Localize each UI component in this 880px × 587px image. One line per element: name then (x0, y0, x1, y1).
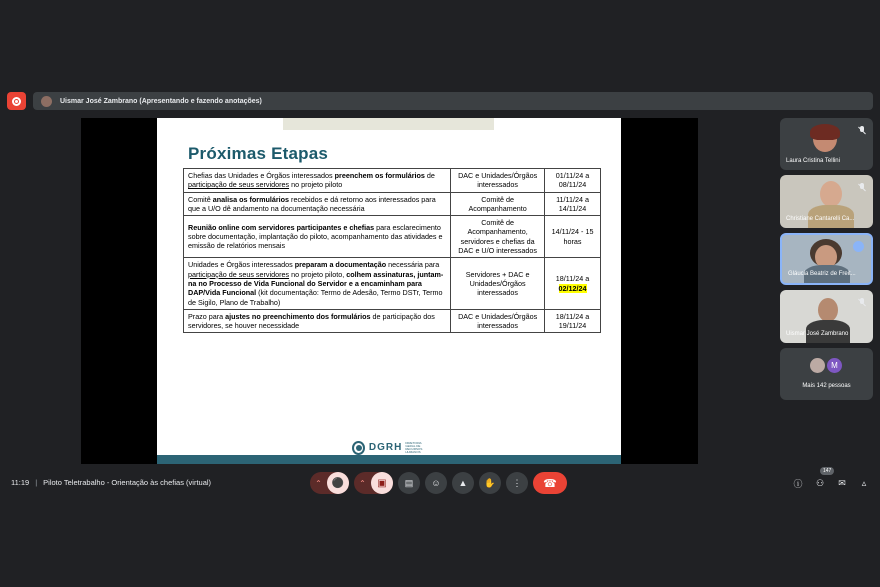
participant-name: Christiane Cantarelli Ca... (786, 216, 855, 222)
step-description-text: participação de seus servidores (188, 180, 290, 190)
step-responsible: Comitê de Acompanhamento, servidores e chefias da DAC e U/O interessados (451, 216, 545, 258)
step-description-text: Prazo para (188, 311, 226, 321)
avatar: M (827, 358, 842, 373)
step-date-text: 18/11/24 a 19/11/24 (555, 311, 590, 331)
step-date (545, 216, 601, 258)
step-description-text: Reunião online com servidores participantes e chefias (188, 222, 375, 232)
step-description-text: Unidades e Órgãos interessados (188, 260, 295, 270)
logo-text: DGRH (368, 442, 403, 453)
step-description-text: no projeto piloto, (289, 269, 347, 279)
activities-icon[interactable]: ▵ (861, 477, 867, 488)
step-description-text: necessária para (386, 260, 440, 270)
presenter-bar (33, 92, 873, 110)
meeting-info (11, 478, 211, 487)
participant-tile-2[interactable] (780, 175, 873, 228)
table-row (184, 216, 601, 258)
step-responsible: DAC e Unidades/Órgãos interessados (451, 309, 545, 333)
participant-count-badge: 147 (820, 467, 834, 475)
step-description-text: recebidos e dá retorno aos interessados para que a U/O dê andamento na documentação necessária (188, 194, 436, 213)
table-row (184, 258, 601, 309)
table-row (184, 169, 601, 193)
camera-off-button[interactable]: ▣ (371, 472, 393, 494)
step-description-text: para esclarecimento sobre documentação, implantação do piloto, acompanhamento das atividades e emissão de relatórios mensais (188, 222, 443, 251)
recording-icon[interactable] (7, 92, 26, 110)
step-description-text: ajustes no preenchimento dos formulários (225, 311, 371, 321)
meeting-separator: | (35, 478, 38, 487)
people-icon[interactable]: ⚇ (815, 477, 825, 488)
side-panel-buttons (791, 476, 879, 490)
participant-hair (810, 124, 840, 140)
participant-name: Laura Cristina Tellini (786, 158, 840, 164)
step-description-text: preparam a documentação (294, 260, 387, 270)
step-responsible: DAC e Unidades/Órgãos interessados (451, 169, 545, 193)
step-description-text: Chefias das Unidades e Órgãos interessados (188, 171, 335, 180)
leave-call-button[interactable]: ☎ (533, 472, 567, 494)
meeting-details-info-icon[interactable]: ⓘ (793, 478, 803, 489)
raise-hand-button[interactable]: ✋ (479, 472, 501, 494)
slide-title: Próximas Etapas (188, 144, 329, 163)
step-date (545, 309, 601, 333)
step-description (184, 169, 451, 193)
participant-name: Uismar José Zambrano (786, 331, 849, 337)
dgrh-logo (352, 439, 432, 456)
meeting-time: 11:19 (11, 478, 30, 487)
mic-off-icon (858, 298, 866, 307)
participant-tile-1[interactable] (780, 118, 873, 170)
meeting-title: Piloto Teletrabalho - Orientação às chefias (virtual) (43, 478, 212, 487)
step-description-text: preenchem os formulários (334, 171, 425, 180)
call-controls (310, 472, 572, 494)
participant-name: Gláucia Beatriz de Freit... (788, 271, 856, 277)
step-date (545, 169, 601, 193)
slide (157, 118, 621, 464)
step-date-text: 18/11/24 a (555, 274, 590, 284)
step-description (184, 258, 451, 309)
step-date (545, 192, 601, 216)
camera-control-group (354, 472, 393, 494)
mic-off-button[interactable]: ⚫ (327, 472, 349, 494)
mic-off-icon (858, 126, 866, 135)
slide-top-band (283, 118, 494, 130)
step-date-text: 14/11/24 - 15 horas (551, 227, 594, 246)
step-description (184, 309, 451, 333)
step-description-text: participação de seus servidores (188, 269, 290, 279)
step-responsible: Servidores + DAC e Unidades/Órgãos interessados (451, 258, 545, 309)
more-people-label: Mais 142 pessoas (802, 383, 851, 389)
mic-off-icon (858, 183, 866, 192)
step-description-text: (kit documentação: Termo de Adesão, Termo DSTr, Termo de Sigilo, Plano de Trabalho) (188, 288, 443, 307)
step-date (545, 258, 601, 309)
steps-table (183, 168, 601, 333)
table-row (184, 309, 601, 333)
step-description-text: de participação dos servidores, se houver necessidade (188, 311, 435, 331)
step-description (184, 192, 451, 216)
presenter-avatar (41, 96, 52, 107)
more-options-button[interactable]: ⋮ (506, 472, 528, 494)
captions-button[interactable]: ▤ (398, 472, 420, 494)
presentation-area (81, 118, 698, 464)
step-description-text: colhem assinaturas, juntam-na no Processo de Vida Funcional do Servidor e a encaminham para DAP/Vida Funcional (188, 269, 444, 298)
logo-subtext: DIRETORIA GERAL DE RECURSOS HUMANOS (405, 440, 423, 454)
mic-options-chevron-icon[interactable]: ⌃ (315, 478, 322, 488)
more-people-tile[interactable] (780, 348, 873, 400)
step-date-text: 11/11/24 a 14/11/24 (556, 194, 589, 213)
step-date-text: 01/11/24 a 08/11/24 (555, 171, 590, 190)
step-description (184, 216, 451, 258)
participant-tile-3[interactable] (780, 233, 873, 285)
slide-bottom-band (157, 455, 621, 464)
participant-face (820, 181, 842, 207)
participant-face (818, 298, 838, 322)
present-screen-button[interactable]: ▲ (452, 472, 474, 494)
avatar (810, 358, 825, 373)
speaking-indicator-icon (853, 241, 864, 252)
table-row (184, 192, 601, 216)
chat-icon[interactable]: ✉ (838, 477, 846, 488)
dgrh-logo-icon (352, 441, 365, 455)
participant-tile-4[interactable] (780, 290, 873, 343)
more-people-avatars (810, 358, 842, 373)
step-description-text: no projeto piloto (289, 180, 343, 190)
presenter-text: Uismar José Zambrano (Apresentando e fazendo anotações) (60, 97, 262, 105)
step-description-text: analisa os formulários (212, 194, 290, 204)
emoji-reactions-button[interactable]: ☺ (425, 472, 447, 494)
step-description-text: Comitê (188, 194, 213, 204)
step-responsible: Comitê de Acompanhamento (451, 192, 545, 216)
mic-control-group (310, 472, 349, 494)
step-description-text: de (424, 171, 435, 180)
step-date-highlight: 02/12/24 (558, 283, 587, 293)
camera-options-chevron-icon[interactable]: ⌃ (359, 478, 366, 488)
